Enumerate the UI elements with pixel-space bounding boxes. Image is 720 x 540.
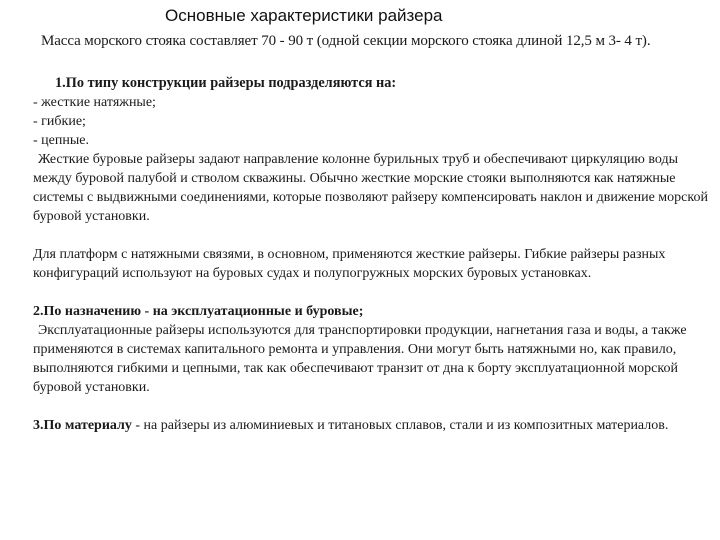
section3-paragraph (33, 416, 708, 435)
list-item: - цепные. (33, 133, 89, 148)
mass-text: Масса морского стояка составляет 70 - 90 т (одной секции морского стояка длиной 12,5 м 3- 4 т). (41, 33, 651, 49)
list-item: - гибкие; (33, 114, 86, 129)
page-title: Основные характеристики райзера (165, 6, 443, 25)
document-body (33, 74, 708, 435)
section2-paragraph: Эксплуатационные райзеры используются для транспортировки продукции, нагнетания газа и воды, а также применяются в системах капитального ремонта и управления. Они могут быть натяжными но, как правило, выполняются гибкими и цепными, так как обеспечивают транзит от дна к борту эксплуатационной морской буровой установки. (33, 323, 687, 395)
spacer (33, 283, 708, 302)
section1-heading: 1.По типу конструкции райзеры подразделяются на: (55, 75, 397, 91)
list-item: - жесткие натяжные; (33, 95, 156, 110)
section3-heading: 3.По материалу (33, 418, 132, 433)
riser-types-list (33, 93, 708, 150)
spacer (33, 397, 708, 416)
section3-text: - на райзеры из алюминиевых и титановых сплавов, стали и из композитных материалов. (131, 418, 669, 433)
section2-heading: 2.По назначению - на эксплуатационные и буровые; (33, 304, 364, 319)
spacer (33, 226, 708, 245)
section1-paragraph2: Для платформ с натяжными связями, в основном, применяются жесткие райзеры. Гибкие райзеры разных конфигураций используют на буровых судах и полупогружных морских буровых установках. (33, 247, 666, 281)
section1-paragraph1: Жесткие буровые райзеры задают направление колонне бурильных труб и обеспечивают циркуляцию воды между буровой палубой и стволом скважины. Обычно жесткие морские стояки выполняются как натяжные системы с выдвижными соединениями, которые позволяют райзеру компенсировать наклон и движение морской буровой установки. (33, 152, 708, 224)
